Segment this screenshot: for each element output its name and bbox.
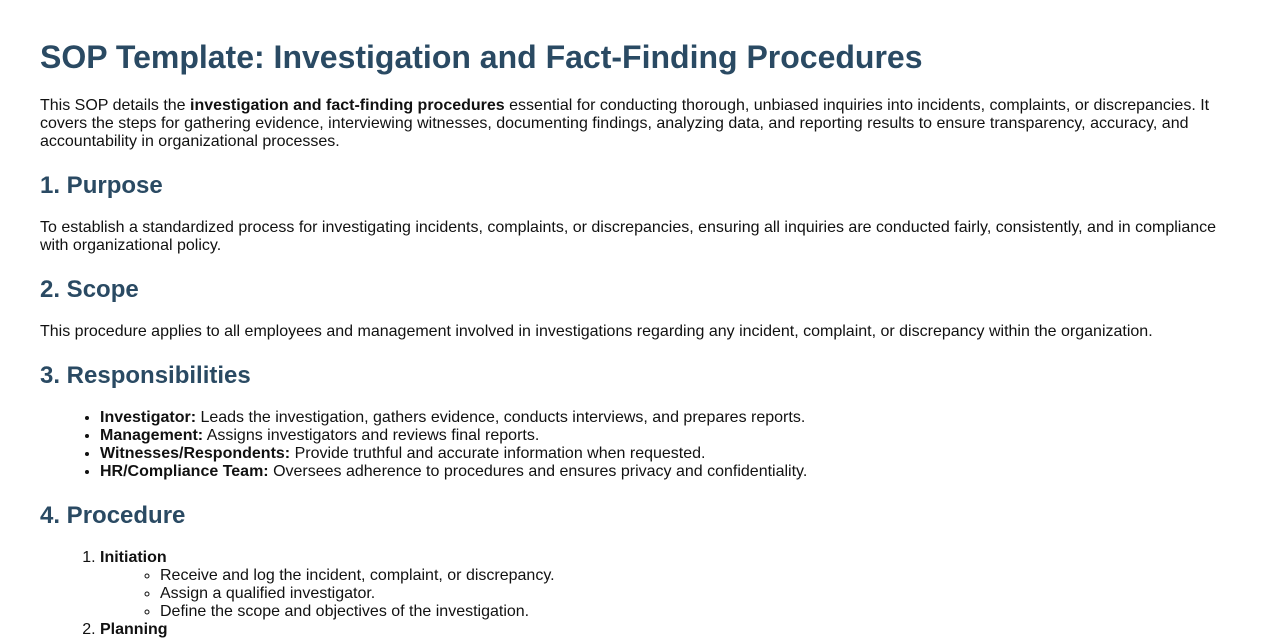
intro-bold: investigation and fact-finding procedures — [190, 97, 505, 114]
scope-heading: 2. Scope — [40, 276, 139, 303]
procedure-step — [100, 549, 555, 621]
role-label: Witnesses/Respondents: — [100, 445, 291, 462]
procedure-step — [100, 621, 555, 639]
purpose-text: To establish a standardized process for investigating incidents, complaints, or discrepancies, ensuring all inquiries are conducted fairly, consistently, and in compliance with organizational policy. — [40, 219, 1217, 254]
list-item — [100, 427, 807, 445]
list-item — [100, 409, 807, 427]
purpose-heading: 1. Purpose — [40, 172, 163, 199]
step-title: Planning — [100, 621, 168, 638]
role-description: Oversees adherence to procedures and ensures privacy and confidentiality. — [268, 463, 808, 480]
step-title: Initiation — [100, 549, 167, 566]
intro-after: essential for conducting thorough, unbiased inquiries into incidents, complaints, or discrepancies. It covers the steps for gathering evidence, interviewing witnesses, documenting findings, analyzing data, and reporting results to ensure transparency, accuracy, and accountability in organizational processes. — [40, 97, 1210, 150]
intro-paragraph — [40, 97, 1223, 151]
procedure-heading: 4. Procedure — [40, 502, 186, 529]
role-label: Management: — [100, 427, 204, 444]
role-label: HR/Compliance Team: — [100, 463, 269, 480]
scope-text: This procedure applies to all employees and management involved in investigations regarding any incident, complaint, or discrepancy within the organization. — [40, 323, 1153, 340]
substep-list — [100, 567, 555, 621]
substep-item: ◦ Assign a qualified investigator. — [160, 585, 555, 603]
list-item — [100, 463, 807, 481]
responsibilities-heading: 3. Responsibilities — [40, 362, 251, 389]
role-label: Investigator: — [100, 409, 197, 426]
substep-item: ◦ Receive and log the incident, complaint, or discrepancy. — [160, 567, 555, 585]
page-title: SOP Template: Investigation and Fact-Finding Procedures — [40, 39, 923, 75]
procedure-list — [40, 549, 555, 639]
list-item — [100, 445, 807, 463]
responsibilities-list — [40, 409, 807, 481]
intro-before: This SOP details the — [40, 97, 190, 114]
role-description: Leads the investigation, gathers evidence, conducts interviews, and prepares reports. — [196, 409, 806, 426]
role-description: Provide truthful and accurate information when requested. — [290, 445, 706, 462]
substep-item: ◦ Define the scope and objectives of the investigation. — [160, 603, 555, 621]
role-description: Assigns investigators and reviews final reports. — [203, 427, 540, 444]
